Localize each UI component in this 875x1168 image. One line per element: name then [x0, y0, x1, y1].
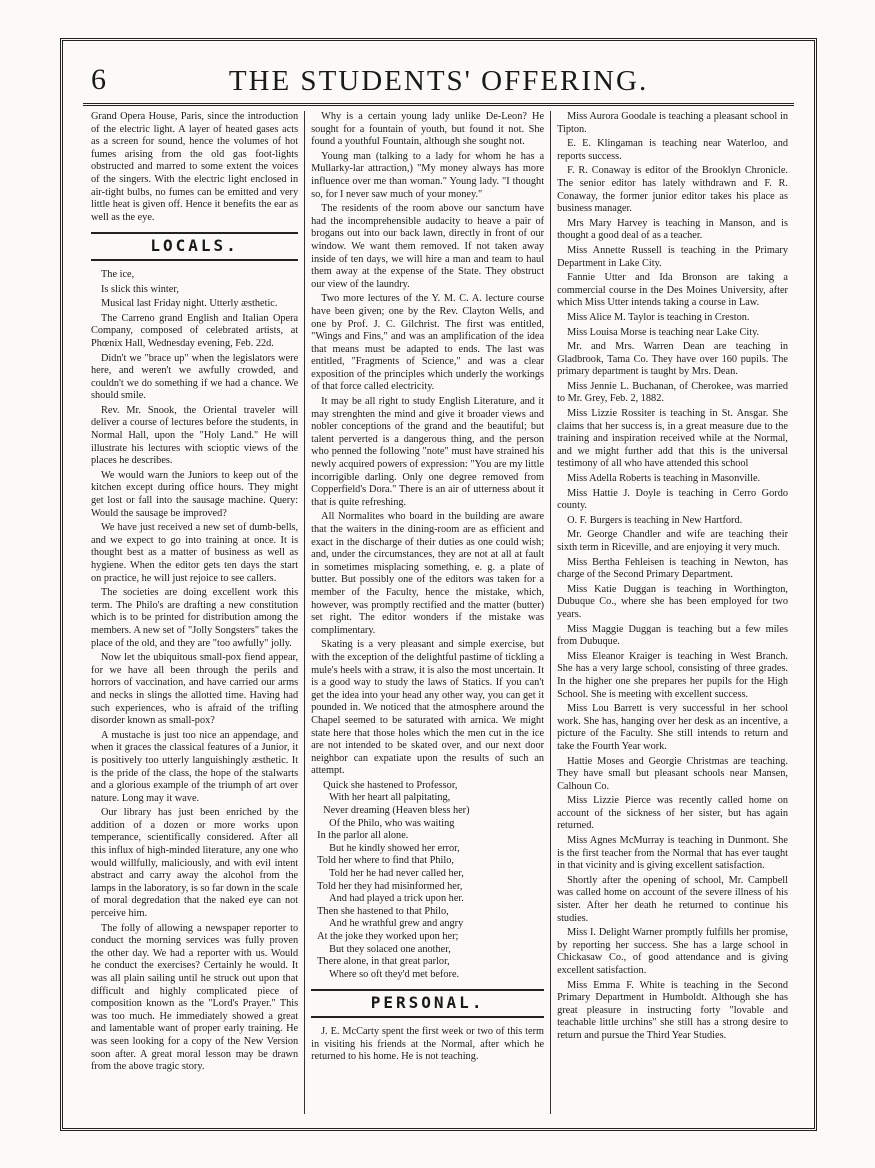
- personal-paragraph: Miss Jennie L. Buchanan, of Cherokee, was married to Mr. Grey, Feb. 2, 1882.: [557, 380, 788, 405]
- locals-paragraph: Young man (talking to a lady for whom he has a Mullarky-lar attraction,) "My money always has more influence over me than woman." Young lady. "I thought so, for I never saw much of your money.": [311, 150, 545, 200]
- journal-title: THE STUDENTS' OFFERING.: [228, 65, 649, 97]
- locals-paragraph: The residents of the room above our sanctum have had the incomprehensible audacity to heave a pair of brogans out into our back lawn, directly in front of our window. We want them removed. If not taken away inside of ten days, we will hire a man and team to haul them away at the expense of the State. They obstruct our view of the laundry.: [311, 203, 545, 290]
- column-1: [85, 111, 305, 1114]
- page-number: 6: [91, 63, 106, 96]
- personal-paragraph: Miss Adella Roberts is teaching in Masonville.: [567, 473, 761, 485]
- personal-paragraph: Miss Agnes McMurray is teaching in Dunmont. She is the first teacher from the Normal that has ever taught in that vicinity and is giving excellent satisfaction.: [557, 835, 788, 872]
- poem-line: Never dreaming (Heaven bless her): [323, 805, 470, 817]
- poem-line: But they solaced one another,: [329, 943, 451, 955]
- personal-paragraph: O. F. Burgers is teaching in New Hartford.: [567, 514, 743, 526]
- locals-paragraph: The societies are doing excellent work this term. The Philo's are drafting a new constitution which is to be printed for distribution among the members. A new set of "Jolly Songsters" takes the place of the old, and they are "too awfully" jolly.: [91, 587, 299, 649]
- locals-paragraph: A mustache is just too nice an appendage, and when it graces the classical features of a Junior, it is positively too utterly languishingly æsthetic. It is the pride of the class, the hope of the stalwarts and a glorious example of the triumph of art over nature. Long may it wave.: [91, 729, 299, 804]
- locals-paragraph: Now let the ubiquitous small-pox fiend appear, for we have all been through the perils and horrors of vaccination, and have carried our arms and necks in slings the allotted time. Having had such experiences, who is afraid of the trifling disorder known as small-pox?: [91, 652, 299, 727]
- poem: [311, 780, 544, 982]
- personal-paragraph: Miss Bertha Fehleisen is teaching in Newton, has charge of the Second Primary Department.: [557, 556, 788, 581]
- personal-paragraph: Miss Annette Russell is teaching in the Primary Department in Lake City.: [557, 244, 788, 269]
- locals-paragraph: Why is a certain young lady unlike De-Leon? He sought for a fountain of youth, but found it not. She found a youthful Fountain, although she sought not.: [311, 111, 545, 148]
- column-3: [551, 111, 794, 1114]
- locals-paragraph: The ice,: [101, 268, 135, 280]
- personal-paragraph: Miss Louisa Morse is teaching near Lake City.: [567, 326, 760, 338]
- poem-line: Where so oft they'd met before.: [329, 968, 460, 980]
- newspaper-page: [60, 38, 817, 1131]
- poem-line: In the parlor all alone.: [317, 830, 409, 842]
- poem-line: Of the Philo, who was waiting: [329, 817, 455, 829]
- personal-paragraph: Miss Hattie J. Doyle is teaching in Cerro Gordo county.: [557, 487, 788, 512]
- locals-paragraph: We would warn the Juniors to keep out of the kitchen except during office hours. They might get lost or fall into the sausage machine. Query: Would the sausage be improved?: [91, 469, 299, 519]
- personal-paragraph: Miss I. Delight Warner promptly fulfills her promise, by reporting her success. She has a large school in Chickasaw Co., of good attendance and is giving excellent satisfaction.: [557, 927, 788, 976]
- poem-line: Told her they had misinformed her,: [317, 880, 463, 892]
- poem-line: At the joke they worked upon her;: [317, 931, 459, 942]
- locals-paragraph: Two more lectures of the Y. M. C. A. lecture course have been given; one by the Rev. Clayton Wells, and one by Prof. J. C. Gilchrist. The first was entitled, "Wings and Fins," and was an amplification of the idea that means must be adapted to ends. The last was entitled, "Fragments of Science," and was a clear exposition of the principles which underly the workings of that force called electricity.: [311, 293, 545, 393]
- personal-paragraph: Miss Lou Barrett is very successful in her school work. She has, hanging over her desk as an incentive, a picture of the Faculty. She still intends to return and take the Fourth Year work.: [557, 703, 788, 752]
- locals-paragraph: Our library has just been enriched by the addition of a dozen or more works upon temperance, scientifically considered. After all this influx of high-minded literature, any one who would willfully, maliciously, and with evil intent abstract and carry away the alcohol from the lamps in the laboratory, is so far down in the scale of moral degredation that the naked eye can not perceive him.: [91, 807, 299, 920]
- locals-heading: LOCALS.: [91, 232, 298, 261]
- personal-paragraph: Miss Lizzie Pierce was recently called home on account of the sickness of her sister, but has again returned.: [557, 795, 788, 832]
- poem-line: And he wrathful grew and angry: [329, 918, 464, 930]
- personal-paragraph: Miss Emma F. White is teaching in the Second Primary Department in Humboldt. Although she has great pleasure in instructing forty "lovable and teachable little urchins" she still has a strong desire to return and pursue the Third Year Studies.: [557, 979, 788, 1041]
- locals-paragraph: Musical last Friday night. Utterly æsthetic.: [101, 298, 278, 310]
- page-header: [83, 59, 794, 106]
- personal-paragraph: Shortly after the opening of school, Mr. Campbell was called home on account of the severe illness of his sister. After her death he returned to continue his studies.: [557, 874, 788, 924]
- poem-line: But he kindly showed her error,: [329, 842, 460, 854]
- poem-line: Told her where to find that Philo,: [317, 855, 454, 867]
- article-columns: [85, 111, 794, 1114]
- poem-line: And had played a trick upon her.: [329, 893, 464, 905]
- personal-paragraph: Mr. and Mrs. Warren Dean are teaching in Gladbrook, Tama Co. They have over 160 pupils. The primary department is taught by Mrs. Dean.: [557, 341, 788, 378]
- locals-paragraph: It may be all right to study English Literature, and it may strenghten the mind and give it broader views and nobler conceptions of the grand and the beautiful; but talent perverted is a dangerous thing, and the person who penned the following "note" must have strained his newly acquired powers of expression: "You are my little incorrigible darling. Only one degree removed from Copperfield's Dora." There is an air of utterness about it that is quite refreshing.: [311, 396, 545, 508]
- personal-paragraph: E. E. Klingaman is teaching near Waterloo, and reports success.: [557, 138, 788, 162]
- personal-paragraph: Miss Lizzie Rossiter is teaching in St. Ansgar. She claims that her success is, in a great measure due to the training and inspiration received while at the Normal, and we might further add that this is the universal testimony of all who have attended this school: [557, 408, 788, 470]
- locals-paragraph: The folly of allowing a newspaper reporter to conduct the morning services was fully proven the other day. We had a reporter with us. Would he conduct the exercises? Certainly he would. It was all plain sailing until he struck out upon that difficult and highly complicated piece of composition known as the "Lord's Prayer." This was too much. He immediately showed a great and lamentable want of proper early training. He was seen looking for a copy of the New Version soon after. A great moral lesson may be drawn from the above tragic story.: [91, 922, 299, 1073]
- personal-paragraph: Fannie Utter and Ida Bronson are taking a commercial course in the Des Moines University, after which Miss Utter intends taking a course in Law.: [557, 272, 788, 309]
- locals-paragraph: Is slick this winter,: [101, 283, 179, 295]
- locals-paragraph: Rev. Mr. Snook, the Oriental traveler will deliver a course of lectures before the students, in Normal Hall, upon the "Holy Land." He will illustrate his lectures with scioptic views of the places he describes.: [91, 404, 299, 467]
- personal-paragraph: Mrs Mary Harvey is teaching in Manson, and is thought a good deal of as a teacher.: [557, 217, 788, 242]
- article-paragraph: Grand Opera House, Paris, since the introduction of the electric light. A layer of heated gases acts as a screen for sound, hence the volumes of hot fumes arising from the old gas foot-lights obstructed and marred to some extent the voices of the singers. With the electric light enclosed in air-tight bulbs, no fumes can be emitted and very little heat is given off. Hence it benefits the ear as well as the eye.: [91, 111, 299, 223]
- personal-heading: PERSONAL.: [311, 989, 544, 1018]
- personal-paragraph: Miss Maggie Duggan is teaching but a few miles from Dubuque.: [557, 623, 788, 648]
- personal-paragraph: Miss Eleanor Kraiger is teaching in West Branch. She has a very large school, consisting of three grades. In the higher one she prepares her pupils for the High School. She is meeting with excellent success.: [557, 650, 788, 700]
- locals-paragraph: Skating is a very pleasant and simple exercise, but with the exception of the delightful pastime of tickling a mule's heels with a straw, it is also the most uncertain. It is a good way to study the laws of Statics. If you can't get the idea into your head any other way, you can get it pounded in. We noticed that the atmosphere around the Chapel seemed to be saturated with arnica. We might state here that those holes which the men cut in the ice are not intended to be skated over, and our next door neighbor can expatiate upon the results of such an attempt.: [311, 639, 545, 777]
- personal-paragraph: Mr. George Chandler and wife are teaching their sixth term in Riceville, and are enjoying it very much.: [557, 529, 788, 553]
- locals-paragraph: Didn't we "brace up" when the legislators were here, and weren't we awfully crowded, and couldn't we do something if we had a chance. We should smile.: [91, 352, 299, 402]
- personal-paragraph: J. E. McCarty spent the first week or two of this term in visiting his friends at the Normal, after which he returned to his home. He is not teaching.: [311, 1025, 545, 1063]
- personal-paragraph: F. R. Conaway is editor of the Brooklyn Chronicle. The senior editor has lately withdrawn and F. R. Conaway, the former junior editor takes his place as business manager.: [557, 165, 788, 215]
- personal-paragraph: Miss Alice M. Taylor is teaching in Creston.: [567, 311, 750, 323]
- column-2: [305, 111, 551, 1114]
- poem-line: There alone, in that great parlor,: [317, 956, 450, 968]
- locals-paragraph: We have just received a new set of dumb-bells, and we expect to go into training at once. It is thought best as a matter of business as well as hygiene. When the editor gets ten days the start on practice, he will just rejoice to see callers.: [91, 522, 299, 584]
- locals-paragraph: The Carreno grand English and Italian Opera Company, composed of celebrated artists, at Phœnix Hall, Wednesday evening, Feb. 22d.: [91, 312, 299, 349]
- personal-paragraph: Miss Katie Duggan is teaching in Worthington, Dubuque Co., where she has been employed for two years.: [557, 583, 788, 620]
- poem-line: With her heart all palpitating,: [329, 792, 451, 804]
- personal-paragraph: Miss Aurora Goodale is teaching a pleasant school in Tipton.: [557, 111, 788, 135]
- locals-paragraph: All Normalites who board in the building are aware that the waiters in the dining-room are as efficient and exact in the discharge of their duties as one could wish; and, under the circumstances, they are not at all at fault in sometimes misplacing something, e. g. a plate of butter. But possibly one of the editors was taken for a member of the Faculty, hence the mistake, which, however, was promptly rectified and the matter (butter) set right. The editor wonders if the mistake was complimentary.: [311, 511, 545, 636]
- poem-line: Told her he had never called her,: [329, 868, 464, 880]
- poem-line: Then she hastened to that Philo,: [317, 905, 449, 917]
- personal-paragraph: Hattie Moses and Georgie Christmas are teaching. They have small but pleasant schools near Mansen, Calhoun Co.: [557, 755, 788, 792]
- poem-line: Quick she hastened to Professor,: [323, 779, 458, 791]
